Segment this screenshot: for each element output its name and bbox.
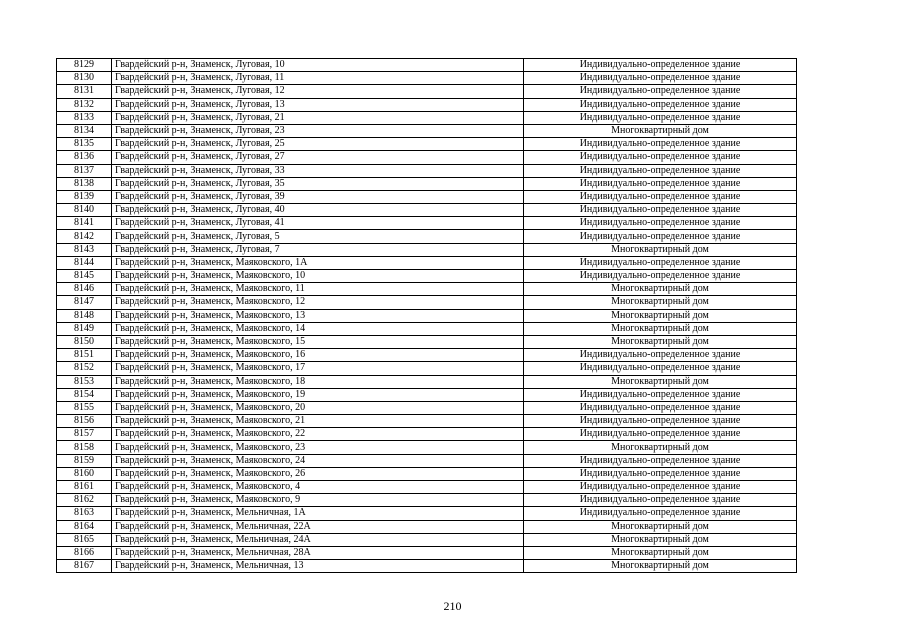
address-cell: Гвардейский р-н, Знаменск, Маяковского, 11 <box>112 283 524 296</box>
row-number-cell: 8153 <box>57 375 112 388</box>
table-row <box>57 177 797 190</box>
address-cell: Гвардейский р-н, Знаменск, Луговая, 13 <box>112 98 524 111</box>
table-row <box>57 349 797 362</box>
object-type-cell: Индивидуально-определенное здание <box>524 217 797 230</box>
row-number-cell: 8138 <box>57 177 112 190</box>
object-type-cell: Многоквартирный дом <box>524 243 797 256</box>
address-cell: Гвардейский р-н, Знаменск, Маяковского, 16 <box>112 349 524 362</box>
object-type-cell: Индивидуально-определенное здание <box>524 204 797 217</box>
row-number-cell: 8161 <box>57 481 112 494</box>
address-cell: Гвардейский р-н, Знаменск, Маяковского, 9 <box>112 494 524 507</box>
table-row <box>57 138 797 151</box>
address-cell: Гвардейский р-н, Знаменск, Маяковского, 13 <box>112 309 524 322</box>
object-type-cell: Многоквартирный дом <box>524 441 797 454</box>
table-row <box>57 190 797 203</box>
row-number-cell: 8136 <box>57 151 112 164</box>
row-number-cell: 8148 <box>57 309 112 322</box>
object-type-cell: Индивидуально-определенное здание <box>524 415 797 428</box>
address-cell: Гвардейский р-н, Знаменск, Маяковского, 23 <box>112 441 524 454</box>
object-type-cell: Индивидуально-определенное здание <box>524 507 797 520</box>
object-type-cell: Индивидуально-определенное здание <box>524 85 797 98</box>
object-type-cell: Индивидуально-определенное здание <box>524 494 797 507</box>
address-cell: Гвардейский р-н, Знаменск, Мельничная, 13 <box>112 560 524 573</box>
row-number-cell: 8158 <box>57 441 112 454</box>
table-row <box>57 296 797 309</box>
address-cell: Гвардейский р-н, Знаменск, Маяковского, 14 <box>112 322 524 335</box>
address-cell: Гвардейский р-н, Знаменск, Маяковского, 17 <box>112 362 524 375</box>
table-row <box>57 230 797 243</box>
row-number-cell: 8139 <box>57 190 112 203</box>
object-type-cell: Многоквартирный дом <box>524 546 797 559</box>
object-type-cell: Индивидуально-определенное здание <box>524 98 797 111</box>
table-row <box>57 560 797 573</box>
object-type-cell: Индивидуально-определенное здание <box>524 190 797 203</box>
object-type-cell: Индивидуально-определенное здание <box>524 177 797 190</box>
row-number-cell: 8157 <box>57 428 112 441</box>
row-number-cell: 8141 <box>57 217 112 230</box>
address-cell: Гвардейский р-н, Знаменск, Маяковского, 10 <box>112 270 524 283</box>
table-row <box>57 243 797 256</box>
row-number-cell: 8150 <box>57 335 112 348</box>
object-type-cell: Индивидуально-определенное здание <box>524 467 797 480</box>
table-row <box>57 520 797 533</box>
address-cell: Гвардейский р-н, Знаменск, Маяковского, 12 <box>112 296 524 309</box>
table-row <box>57 533 797 546</box>
object-type-cell: Многоквартирный дом <box>524 322 797 335</box>
object-type-cell: Многоквартирный дом <box>524 309 797 322</box>
row-number-cell: 8142 <box>57 230 112 243</box>
table-row <box>57 59 797 72</box>
row-number-cell: 8145 <box>57 270 112 283</box>
table-row <box>57 467 797 480</box>
table-row <box>57 375 797 388</box>
registry-table <box>56 58 797 573</box>
table-row <box>57 124 797 137</box>
table-row <box>57 151 797 164</box>
object-type-cell: Многоквартирный дом <box>524 375 797 388</box>
table-row <box>57 309 797 322</box>
object-type-cell: Индивидуально-определенное здание <box>524 481 797 494</box>
table-row <box>57 428 797 441</box>
object-type-cell: Многоквартирный дом <box>524 283 797 296</box>
address-cell: Гвардейский р-н, Знаменск, Маяковского, 22 <box>112 428 524 441</box>
row-number-cell: 8152 <box>57 362 112 375</box>
address-cell: Гвардейский р-н, Знаменск, Маяковского, 20 <box>112 401 524 414</box>
row-number-cell: 8154 <box>57 388 112 401</box>
row-number-cell: 8132 <box>57 98 112 111</box>
row-number-cell: 8140 <box>57 204 112 217</box>
row-number-cell: 8156 <box>57 415 112 428</box>
row-number-cell: 8146 <box>57 283 112 296</box>
object-type-cell: Индивидуально-определенное здание <box>524 428 797 441</box>
address-cell: Гвардейский р-н, Знаменск, Луговая, 21 <box>112 111 524 124</box>
object-type-cell: Индивидуально-определенное здание <box>524 256 797 269</box>
table-row <box>57 362 797 375</box>
row-number-cell: 8143 <box>57 243 112 256</box>
table-row <box>57 388 797 401</box>
address-cell: Гвардейский р-н, Знаменск, Мельничная, 22А <box>112 520 524 533</box>
table-row <box>57 507 797 520</box>
row-number-cell: 8130 <box>57 72 112 85</box>
row-number-cell: 8163 <box>57 507 112 520</box>
row-number-cell: 8135 <box>57 138 112 151</box>
table-row <box>57 454 797 467</box>
address-cell: Гвардейский р-н, Знаменск, Маяковского, 26 <box>112 467 524 480</box>
address-cell: Гвардейский р-н, Знаменск, Луговая, 33 <box>112 164 524 177</box>
address-cell: Гвардейский р-н, Знаменск, Маяковского, 4 <box>112 481 524 494</box>
object-type-cell: Индивидуально-определенное здание <box>524 230 797 243</box>
table-row <box>57 441 797 454</box>
registry-table-body <box>57 59 797 573</box>
table-row <box>57 401 797 414</box>
row-number-cell: 8149 <box>57 322 112 335</box>
row-number-cell: 8133 <box>57 111 112 124</box>
table-row <box>57 256 797 269</box>
address-cell: Гвардейский р-н, Знаменск, Мельничная, 1А <box>112 507 524 520</box>
address-cell: Гвардейский р-н, Знаменск, Луговая, 11 <box>112 72 524 85</box>
table-row <box>57 217 797 230</box>
address-cell: Гвардейский р-н, Знаменск, Маяковского, 24 <box>112 454 524 467</box>
table-row <box>57 98 797 111</box>
object-type-cell: Индивидуально-определенное здание <box>524 164 797 177</box>
row-number-cell: 8131 <box>57 85 112 98</box>
address-cell: Гвардейский р-н, Знаменск, Луговая, 7 <box>112 243 524 256</box>
address-cell: Гвардейский р-н, Знаменск, Мельничная, 24А <box>112 533 524 546</box>
object-type-cell: Многоквартирный дом <box>524 533 797 546</box>
table-row <box>57 481 797 494</box>
address-cell: Гвардейский р-н, Знаменск, Луговая, 35 <box>112 177 524 190</box>
row-number-cell: 8129 <box>57 59 112 72</box>
address-cell: Гвардейский р-н, Знаменск, Маяковского, 15 <box>112 335 524 348</box>
address-cell: Гвардейский р-н, Знаменск, Маяковского, 21 <box>112 415 524 428</box>
object-type-cell: Индивидуально-определенное здание <box>524 151 797 164</box>
address-cell: Гвардейский р-н, Знаменск, Луговая, 25 <box>112 138 524 151</box>
object-type-cell: Многоквартирный дом <box>524 560 797 573</box>
object-type-cell: Индивидуально-определенное здание <box>524 59 797 72</box>
table-row <box>57 111 797 124</box>
table-row <box>57 322 797 335</box>
table-row <box>57 270 797 283</box>
object-type-cell: Индивидуально-определенное здание <box>524 388 797 401</box>
address-cell: Гвардейский р-н, Знаменск, Мельничная, 28А <box>112 546 524 559</box>
address-cell: Гвардейский р-н, Знаменск, Луговая, 40 <box>112 204 524 217</box>
address-cell: Гвардейский р-н, Знаменск, Луговая, 27 <box>112 151 524 164</box>
table-row <box>57 164 797 177</box>
object-type-cell: Многоквартирный дом <box>524 124 797 137</box>
table-row <box>57 546 797 559</box>
address-cell: Гвардейский р-н, Знаменск, Луговая, 5 <box>112 230 524 243</box>
object-type-cell: Многоквартирный дом <box>524 335 797 348</box>
row-number-cell: 8166 <box>57 546 112 559</box>
address-cell: Гвардейский р-н, Знаменск, Маяковского, 18 <box>112 375 524 388</box>
object-type-cell: Индивидуально-определенное здание <box>524 111 797 124</box>
object-type-cell: Индивидуально-определенное здание <box>524 270 797 283</box>
table-row <box>57 415 797 428</box>
row-number-cell: 8151 <box>57 349 112 362</box>
row-number-cell: 8167 <box>57 560 112 573</box>
object-type-cell: Многоквартирный дом <box>524 520 797 533</box>
row-number-cell: 8147 <box>57 296 112 309</box>
page-number: 210 <box>443 599 462 613</box>
row-number-cell: 8162 <box>57 494 112 507</box>
row-number-cell: 8144 <box>57 256 112 269</box>
object-type-cell: Индивидуально-определенное здание <box>524 454 797 467</box>
object-type-cell: Индивидуально-определенное здание <box>524 401 797 414</box>
row-number-cell: 8160 <box>57 467 112 480</box>
row-number-cell: 8137 <box>57 164 112 177</box>
table-row <box>57 335 797 348</box>
address-cell: Гвардейский р-н, Знаменск, Луговая, 23 <box>112 124 524 137</box>
object-type-cell: Индивидуально-определенное здание <box>524 362 797 375</box>
row-number-cell: 8155 <box>57 401 112 414</box>
table-row <box>57 283 797 296</box>
table-row <box>57 204 797 217</box>
address-cell: Гвардейский р-н, Знаменск, Луговая, 39 <box>112 190 524 203</box>
row-number-cell: 8164 <box>57 520 112 533</box>
address-cell: Гвардейский р-н, Знаменск, Луговая, 10 <box>112 59 524 72</box>
object-type-cell: Индивидуально-определенное здание <box>524 72 797 85</box>
object-type-cell: Многоквартирный дом <box>524 296 797 309</box>
table-row <box>57 72 797 85</box>
address-cell: Гвардейский р-н, Знаменск, Маяковского, 19 <box>112 388 524 401</box>
address-cell: Гвардейский р-н, Знаменск, Луговая, 41 <box>112 217 524 230</box>
address-cell: Гвардейский р-н, Знаменск, Луговая, 12 <box>112 85 524 98</box>
row-number-cell: 8134 <box>57 124 112 137</box>
table-row <box>57 85 797 98</box>
row-number-cell: 8165 <box>57 533 112 546</box>
object-type-cell: Индивидуально-определенное здание <box>524 349 797 362</box>
address-cell: Гвардейский р-н, Знаменск, Маяковского, 1А <box>112 256 524 269</box>
object-type-cell: Индивидуально-определенное здание <box>524 138 797 151</box>
table-row <box>57 494 797 507</box>
row-number-cell: 8159 <box>57 454 112 467</box>
